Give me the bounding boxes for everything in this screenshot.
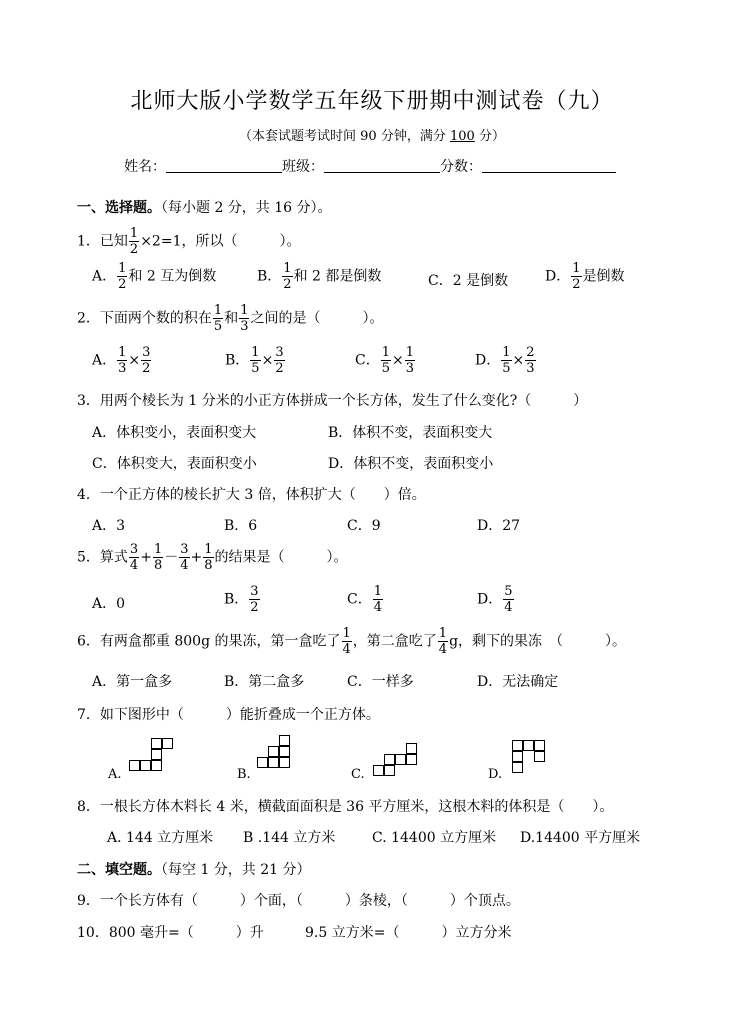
q5-option-a[interactable]: A．0: [92, 596, 126, 612]
q2-option-b[interactable]: [225, 345, 286, 376]
q1-option-b[interactable]: [257, 261, 381, 292]
q8-option-b[interactable]: B .144 立方米: [243, 830, 336, 846]
q6-text-end: g，剩下的果冻 （ ）。: [449, 633, 627, 650]
operator: ×: [392, 352, 404, 369]
denominator: 8: [204, 558, 213, 573]
q7-option-b-label[interactable]: B.: [237, 767, 251, 782]
q5-text: 5．算式: [77, 549, 128, 566]
question-5: [77, 542, 348, 573]
exam-subtitle: [0, 125, 744, 144]
section-2-heading: [77, 859, 311, 879]
denominator: 2: [118, 277, 127, 292]
fraction: [203, 542, 213, 573]
question-8: 8．一根长方体木料长 4 米，横截面面积是 36 平方厘米，这根木料的体积是（ ）。: [77, 799, 614, 815]
fraction: [381, 345, 391, 376]
section-1-heading: [77, 197, 332, 217]
denominator: 5: [502, 361, 511, 376]
question-1: [77, 226, 300, 257]
question-6: [77, 626, 626, 657]
denominator: 4: [438, 642, 448, 657]
fraction: [373, 584, 383, 615]
denominator: 3: [526, 361, 535, 376]
denominator: 4: [342, 642, 351, 657]
section-1-title: 一、选择题。: [77, 200, 161, 216]
numerator: 1: [251, 345, 260, 360]
q6-text: 6．有两盒都重 800g 的果冻，第一盒吃了: [77, 633, 341, 650]
option-letter: D．: [545, 268, 571, 285]
q2-option-c[interactable]: [355, 345, 416, 376]
numerator: 3: [129, 542, 139, 557]
fraction: [405, 345, 415, 376]
option-letter: B．: [257, 268, 282, 285]
numerator: 2: [526, 345, 535, 360]
name-label: 姓名：: [124, 159, 166, 175]
score-label: 分数：: [440, 159, 482, 175]
question-10b: 9.5 立方米=（ ）立方分米: [305, 925, 512, 941]
section-1-note: （每小题 2 分，共 16 分）。: [161, 200, 332, 216]
fraction: [249, 584, 259, 615]
fraction: [213, 303, 223, 334]
fraction: [250, 345, 260, 376]
q6-option-a[interactable]: A．第一盒多: [92, 674, 173, 690]
question-10a: 10．800 毫升=（ ）升: [77, 925, 264, 941]
fraction: [153, 542, 163, 573]
q1-option-c[interactable]: C．2 是倒数: [428, 273, 509, 289]
denominator: 5: [251, 361, 260, 376]
numerator: 1: [240, 303, 249, 318]
numerator: 5: [504, 584, 513, 599]
numerator: 1: [283, 261, 292, 276]
section-2-note: （每空 1 分，共 21 分）: [161, 862, 311, 878]
denominator: 2: [275, 361, 284, 376]
denominator: 2: [142, 361, 151, 376]
q5-option-b[interactable]: [224, 584, 261, 615]
q4-option-a[interactable]: A．3: [92, 518, 126, 534]
q4-option-b[interactable]: B．6: [224, 518, 258, 534]
q2-text: 2．下面两个数的积在: [77, 310, 212, 327]
q2-option-a[interactable]: [92, 345, 152, 376]
denominator: 4: [129, 558, 139, 573]
fraction: [141, 345, 151, 376]
question-7: 7．如下图形中（ ）能折叠成一个正方体。: [77, 707, 380, 723]
page-title: 北师大版小学数学五年级下册期中测试卷（九）: [130, 89, 614, 114]
fraction: [438, 626, 448, 657]
q3-option-b[interactable]: B．体积不变，表面积变大: [328, 425, 493, 441]
fraction: [179, 542, 189, 573]
denominator: 4: [504, 600, 513, 615]
operator: －: [164, 549, 179, 566]
denominator: 2: [250, 600, 259, 615]
operator: ×: [512, 352, 525, 369]
fraction: [129, 226, 139, 257]
numerator: 1: [342, 626, 351, 641]
denominator: 3: [118, 361, 127, 376]
q6-text-mid: ，第二盒吃了: [352, 633, 437, 650]
q5-option-c[interactable]: [347, 584, 384, 615]
q5-text-end: 的结果是（ ）。: [214, 549, 348, 566]
option-letter: D．: [475, 352, 501, 369]
fraction: [501, 345, 511, 376]
numerator: 1: [438, 626, 448, 641]
question-2: [77, 303, 383, 334]
option-letter: C．: [347, 591, 372, 608]
fraction: [342, 626, 352, 657]
fraction: [503, 584, 513, 615]
numerator: 3: [275, 345, 284, 360]
full-score: 100: [449, 129, 475, 144]
q4-option-c[interactable]: C．9: [347, 518, 381, 534]
operator: ×: [128, 352, 141, 369]
q7-option-d-label[interactable]: D.: [488, 767, 503, 782]
denominator: 3: [240, 319, 249, 334]
option-letter: C．: [355, 352, 380, 369]
q8-option-a[interactable]: A. 144 立方厘米: [107, 830, 214, 846]
q8-option-c[interactable]: C. 14400 立方厘米: [372, 830, 497, 846]
class-label: 班级：: [282, 159, 324, 175]
numerator: 1: [405, 345, 415, 360]
denominator: 8: [153, 558, 163, 573]
denominator: 4: [373, 600, 382, 615]
q5-option-d[interactable]: [477, 584, 515, 615]
class-field[interactable]: [324, 158, 440, 173]
numerator: 1: [118, 345, 127, 360]
fraction: [239, 303, 249, 334]
fraction: [282, 261, 292, 292]
question-4: 4．一个正方体的棱长扩大 3 倍，体积扩大（ ）倍。: [77, 487, 426, 503]
q1-option-a[interactable]: [92, 261, 216, 292]
option-text: 和 2 都是倒数: [293, 268, 382, 285]
q3-option-d[interactable]: D．体积不变，表面积变小: [328, 456, 494, 472]
numerator: 1: [381, 345, 390, 360]
fraction: [117, 261, 127, 292]
q3-option-a[interactable]: A．体积变小，表面积变大: [92, 425, 257, 441]
denominator: 2: [129, 242, 139, 257]
question-9: 9．一个长方体有（ ）个面，（ ）条棱，（ ）个顶点。: [77, 893, 520, 909]
q1-text: 1．已知: [77, 233, 128, 250]
q6-option-b[interactable]: B．第二盒多: [224, 674, 305, 690]
option-letter: A．: [92, 268, 117, 285]
q1-text-end: ×2=1，所以（ ）。: [140, 233, 301, 250]
name-field[interactable]: [166, 158, 282, 173]
numerator: 1: [572, 261, 581, 276]
fraction: [117, 345, 127, 376]
denominator: 2: [283, 277, 292, 292]
q3-option-c[interactable]: C．体积变大，表面积变小: [92, 456, 257, 472]
q7-option-a-label[interactable]: A.: [108, 767, 122, 782]
option-letter: D．: [477, 591, 503, 608]
operator: ×: [261, 352, 274, 369]
subtitle-text: （本套试题考试时间 90 分钟，满分: [239, 129, 450, 144]
numerator: 3: [250, 584, 259, 599]
section-2-title: 二、填空题。: [77, 862, 161, 878]
fraction: [525, 345, 535, 376]
option-letter: B．: [224, 591, 249, 608]
option-letter: A．: [92, 352, 117, 369]
q2-option-d[interactable]: [475, 345, 537, 376]
numerator: 1: [502, 345, 511, 360]
numerator: 3: [180, 542, 189, 557]
student-info-row: [124, 156, 616, 176]
option-letter: B．: [225, 352, 250, 369]
q2-text-end: 之间的是（ ）。: [250, 310, 384, 327]
q4-option-d[interactable]: D．27: [477, 518, 521, 534]
fraction: [274, 345, 284, 376]
numerator: 1: [204, 542, 213, 557]
question-3: 3．用两个棱长为 1 分米的小正方体拼成一个长方体，发生了什么变化?（ ）: [77, 393, 588, 409]
denominator: 2: [572, 277, 581, 292]
denominator: 5: [213, 319, 223, 334]
denominator: 4: [180, 558, 189, 573]
numerator: 1: [373, 584, 382, 599]
numerator: 3: [142, 345, 151, 360]
numerator: 1: [118, 261, 127, 276]
denominator: 5: [381, 361, 390, 376]
subtitle-text-end: 分）: [474, 129, 505, 144]
q1-option-d[interactable]: [545, 261, 625, 292]
q6-option-c[interactable]: C．一样多: [347, 674, 414, 690]
q2-text-mid: 和: [224, 310, 239, 327]
q7-option-c-label[interactable]: C.: [351, 767, 365, 782]
fraction: [129, 542, 139, 573]
score-field[interactable]: [482, 158, 616, 173]
denominator: 3: [405, 361, 415, 376]
operator: +: [190, 549, 203, 566]
q6-option-d[interactable]: D．无法确定: [477, 674, 559, 690]
numerator: 1: [213, 303, 223, 318]
operator: +: [140, 549, 152, 566]
option-text: 是倒数: [582, 268, 625, 285]
q8-option-d[interactable]: D.14400 平方厘米: [520, 830, 641, 846]
option-text: 和 2 互为倒数: [128, 268, 217, 285]
numerator: 1: [129, 226, 139, 241]
fraction: [571, 261, 581, 292]
numerator: 1: [153, 542, 163, 557]
